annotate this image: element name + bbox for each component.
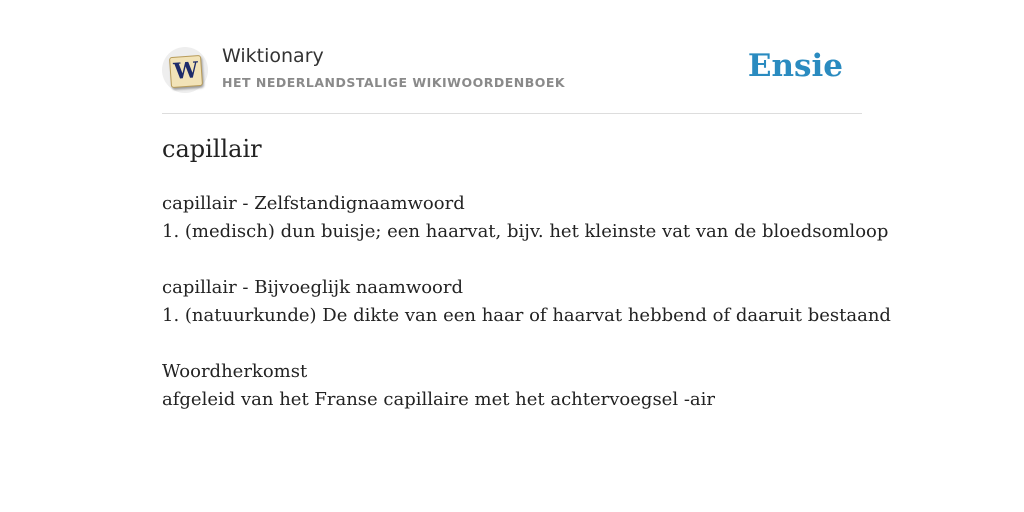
site-title[interactable]: Wiktionary	[222, 45, 324, 67]
definition-section-noun	[162, 190, 889, 246]
site-subtitle: HET NEDERLANDSTALIGE WIKIWOORDENBOEK	[222, 75, 566, 90]
definition-section-adjective	[162, 274, 891, 330]
site-header	[162, 0, 862, 114]
wiktionary-logo-icon[interactable]	[162, 47, 208, 93]
section-text: 1. (natuurkunde) De dikte van een haar of haarvat hebbend of daaruit bestaand	[162, 305, 891, 326]
section-heading: capillair - Bijvoeglijk naamwoord	[162, 277, 464, 298]
section-heading: capillair - Zelfstandignaamwoord	[162, 193, 465, 214]
entry-word-title: capillair	[162, 135, 262, 163]
etymology-section	[162, 358, 882, 414]
brand-logo-link[interactable]: Ensie	[747, 48, 843, 84]
section-heading: Woordherkomst	[162, 361, 308, 382]
logo-tile: W	[169, 55, 203, 88]
page-container	[162, 0, 891, 410]
entry-content	[162, 190, 891, 442]
section-text: afgeleid van het Franse capillaire met het achtervoegsel -air	[162, 389, 715, 410]
section-text: 1. (medisch) dun buisje; een haarvat, bijv. het kleinste vat van de bloedsomloop	[162, 221, 889, 242]
